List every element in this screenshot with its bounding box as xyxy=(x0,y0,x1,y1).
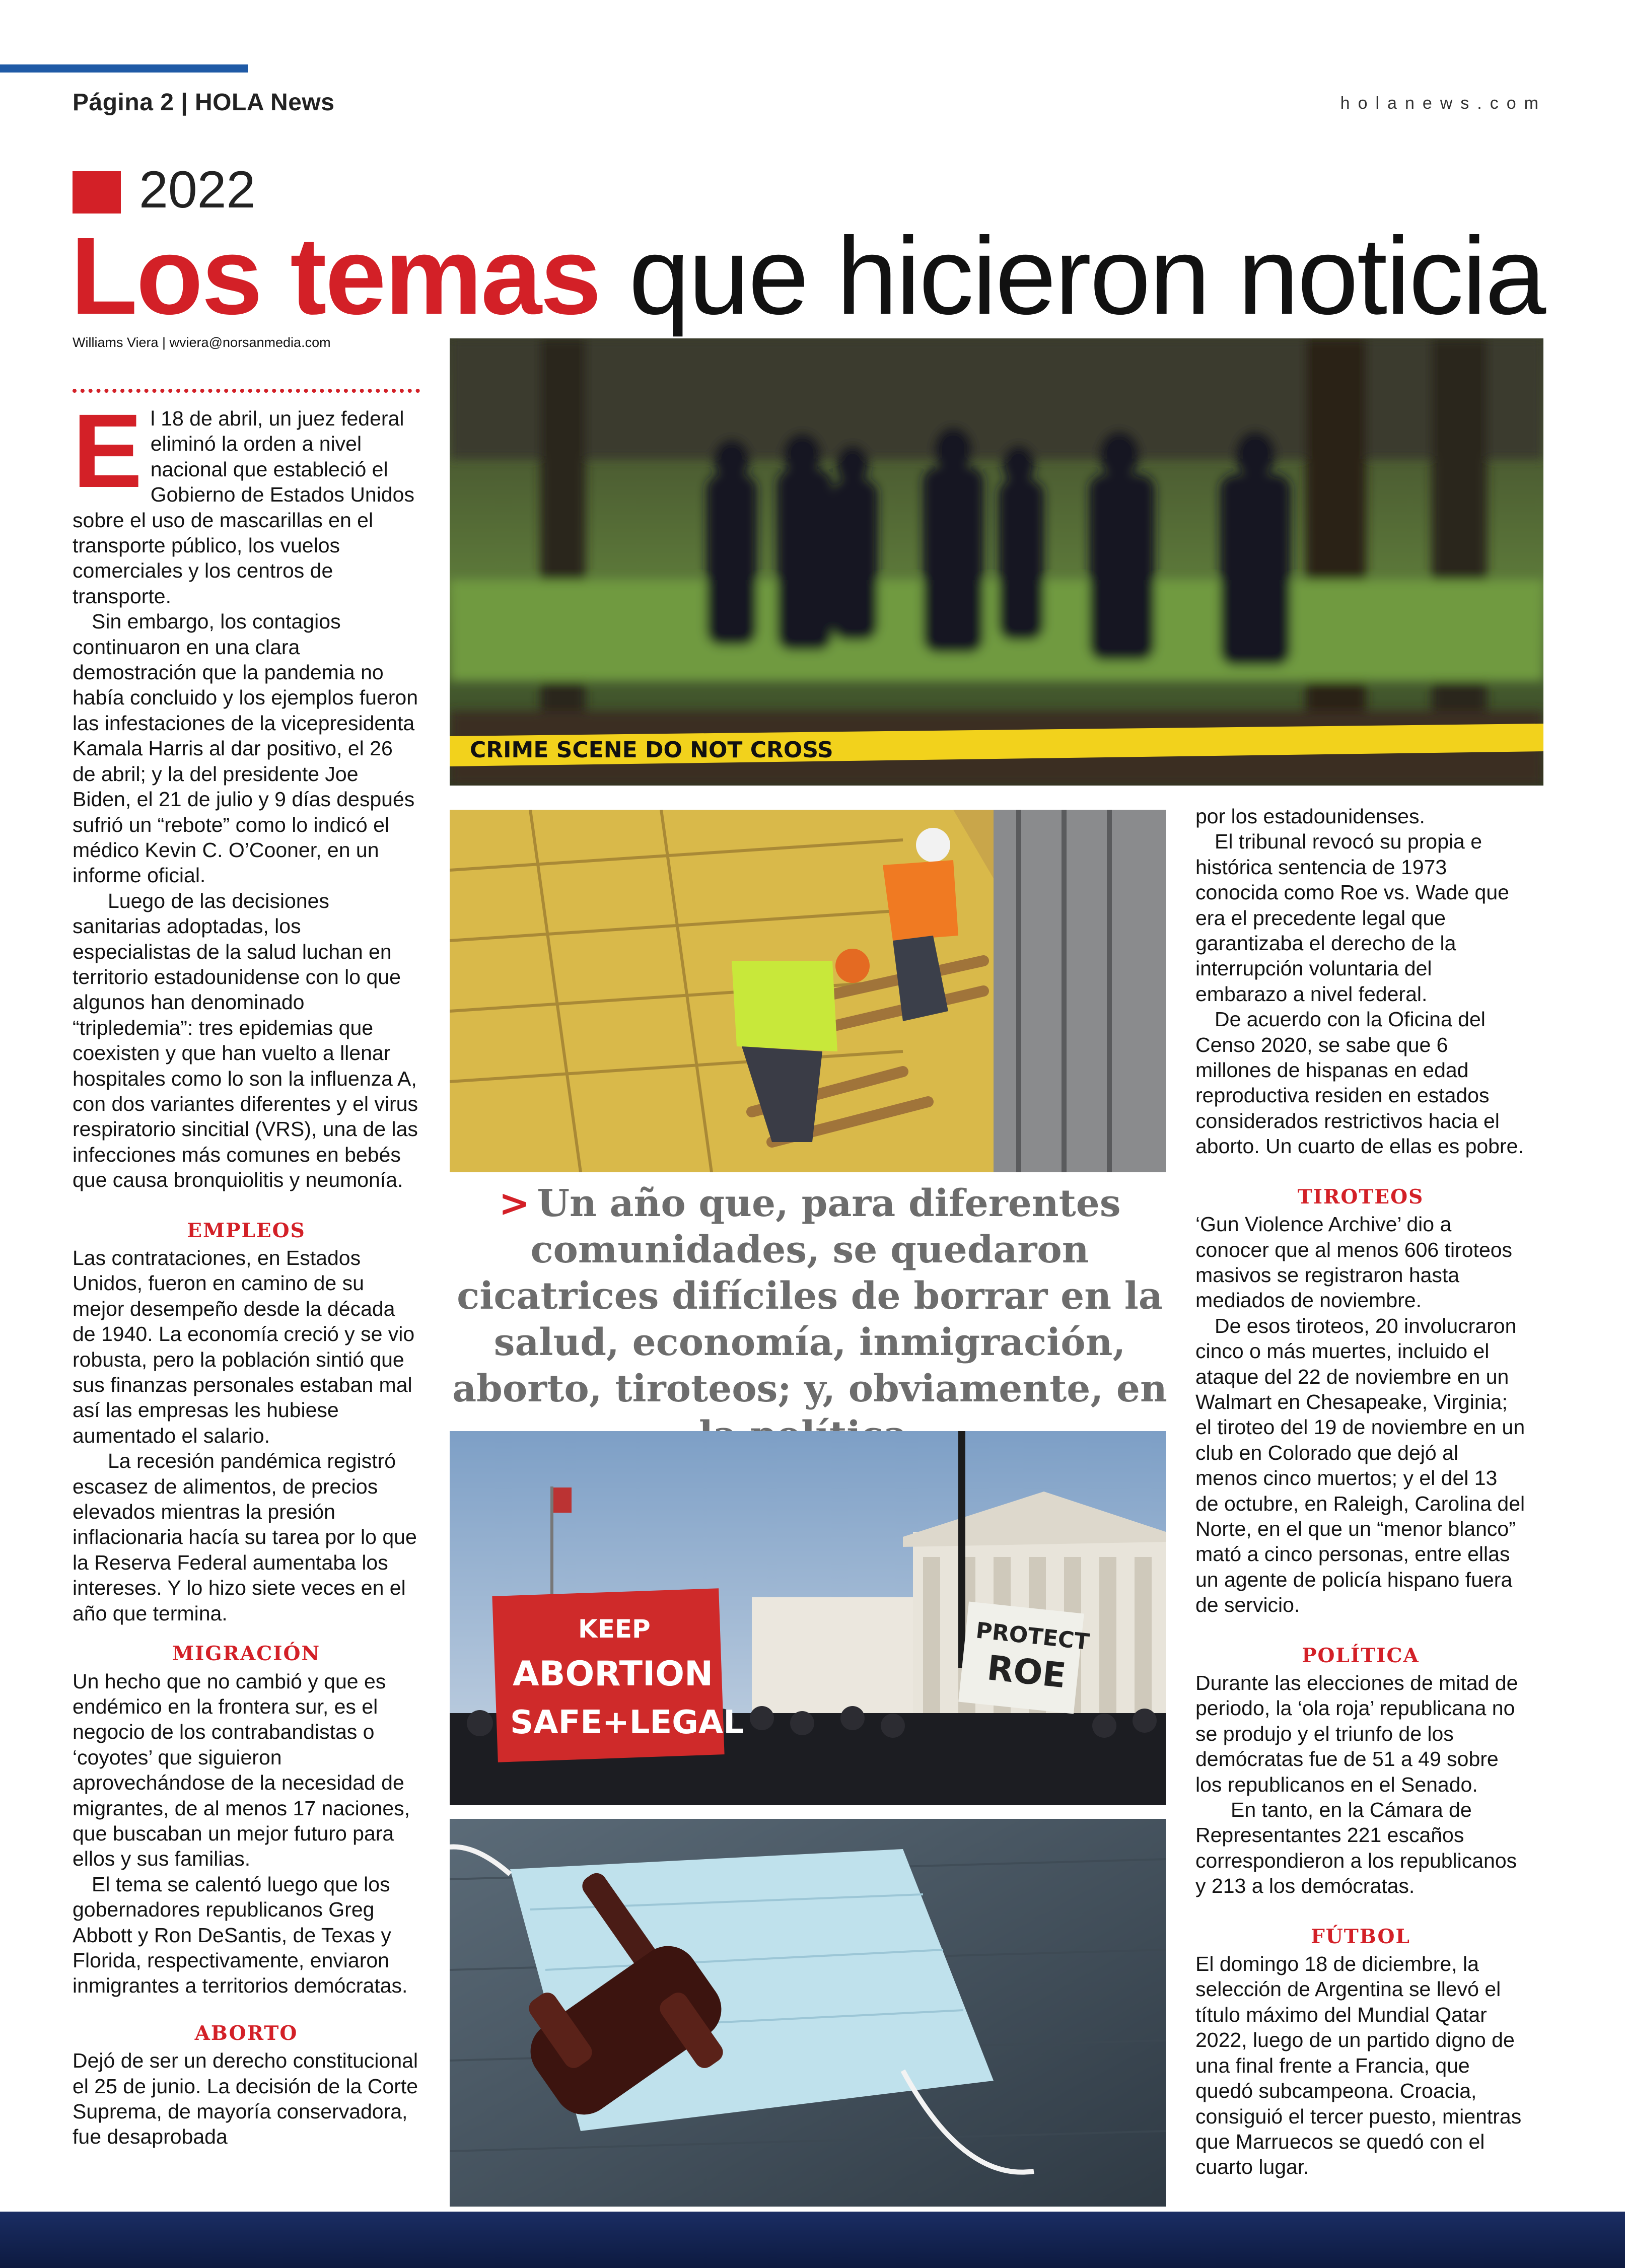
sign-safe-legal: SAFE+LEGAL xyxy=(510,1704,744,1741)
section-heading-tiroteos: TIROTEOS xyxy=(1297,1185,1424,1209)
dotted-divider xyxy=(73,389,420,393)
top-accent-rule xyxy=(0,64,248,73)
aborto-paragraph-1: Dejó de ser un derecho constitucional el 25 de junio. La decisión de la Corte Suprema, de mayoría conservadora, fue desaprobada xyxy=(73,2049,418,2149)
headline xyxy=(70,215,1545,337)
year-label: 2022 xyxy=(139,161,256,219)
tiroteos-paragraph-1: ‘Gun Violence Archive’ dio a conocer que al menos 606 tiroteos masivos se registraron hasta mediados de noviembre. xyxy=(1195,1213,1513,1312)
photo-gavel-and-mask xyxy=(450,1819,1166,2207)
migracion-paragraph-2: El tema se calentó luego que los gobernadores republicanos Greg Abbott y Ron DeSantis, de Texas y Florida, respectivamente, enviaron inmigrantes a territorios demócratas. xyxy=(73,1872,408,1998)
sign-protect: PROTECT xyxy=(974,1617,1091,1655)
headline-black: que hicieron noticia xyxy=(600,215,1545,337)
section-heading-futbol: FÚTBOL xyxy=(1311,1925,1410,1948)
pull-quote xyxy=(442,1180,1177,1458)
aborto-continued-2: El tribunal revocó su propia e histórica sentencia de 1973 conocida como Roe vs. Wade que era el precedente legal que garantizaba el derecho de la interrupción voluntaria del embarazo a nivel federal. xyxy=(1195,830,1509,1006)
drop-cap: E xyxy=(73,393,143,510)
crime-tape-text: CRIME SCENE DO NOT CROSS xyxy=(470,737,833,763)
futbol-paragraph-1: El domingo 18 de diciembre, la selección de Argentina se llevó el título máximo del Mundial Qatar 2022, luego de un partido digno de una final frente a Francia, que quedó subcampeona. Croacia, consiguió el tercer puesto, mientras que Marruecos se quedó con el cuarto lugar. xyxy=(1195,1952,1522,2179)
sign-abortion: ABORTION xyxy=(513,1654,713,1694)
site-url[interactable]: holanews.com xyxy=(1340,94,1546,113)
tiroteos-paragraph-2: De esos tiroteos, 20 involucraron cinco o más muertes, incluido el ataque del 22 de noviembre en un Walmart en Chesapeake, Virginia; el tiroteo del 19 de noviembre en un club en Colorado que dejó al menos cinco muertos; y el del 13 de octubre, en Raleigh, Carolina del Norte, en el que un “menor blanco” mató a cinco personas, entre ellas un agente de policía hispano fuera de servicio. xyxy=(1195,1314,1525,1617)
year-marker-square xyxy=(73,171,121,214)
intro-paragraph-1: El 18 de abril, un juez federal eliminó la orden a nivel nacional que estableció el Gobierno de Estados Unidos sobre el uso de mascarillas en el transporte público, los vuelos comerciales y los centros de transporte. xyxy=(73,393,414,608)
sign-keep: KEEP xyxy=(578,1614,651,1644)
photo-crime-scene xyxy=(450,338,1543,786)
article-column-right xyxy=(1195,804,1526,2180)
pull-quote-marker: > xyxy=(499,1182,530,1225)
pull-quote-text: Un año que, para diferentes comunidades, se quedaron cicatrices difíciles de borrar en la salud, economía, inmigración, aborto, tiroteos; y, obviamente, en xyxy=(452,1182,1167,1410)
empleos-paragraph-2: La recesión pandémica registró escasez de alimentos, de precios elevados mientras la presión inflacionaria hacía su tarea por lo que la Reserva Federal aumentaba los intereses. Y lo hizo siete veces en el año que termina. xyxy=(73,1449,417,1625)
migracion-paragraph-1: Un hecho que no cambió y que es endémico en la frontera sur, es el negocio de los contrabandistas o ‘coyotes’ que siguieron aprovechándose de la necesidad de migrantes, de al menos 17 naciones, que buscaban un mejor futuro para ellos y sus familias. xyxy=(73,1669,410,1871)
aborto-continued-3: De acuerdo con la Oficina del Censo 2020, se sabe que 6 millones de hispanas en edad reproductiva residen en estados considerados restrictivos hacia el aborto. Un cuarto de ellas es pobre. xyxy=(1195,1008,1524,1158)
photo-abortion-protest xyxy=(450,1431,1166,1805)
sign-roe: ROE xyxy=(985,1648,1068,1696)
empleos-paragraph-1: Las contrataciones, en Estados Unidos, fueron en camino de su mejor desempeño desde la década de 1940. La economía creció y se vio robusta, pero la población sintió que sus finanzas personales estaban mal así las empresas les hubiese aumentado el salario. xyxy=(73,1246,415,1447)
page-label: Página 2 | HOLA News xyxy=(73,89,335,116)
headline-red: Los temas xyxy=(70,215,600,337)
footer-band xyxy=(0,2212,1625,2268)
politica-paragraph-2: En tanto, en la Cámara de Representantes 221 escaños correspondieron a los republicanos y 213 a los demócratas. xyxy=(1195,1798,1517,1898)
intro-paragraph-3: Luego de las decisiones sanitarias adoptadas, los especialistas de la salud luchan en territorio estadounidense con lo que algunos han denominado “tripledemia”: tres epidemias que coexisten y que han vuelto a llenar hospitales como lo son la influenza A, con dos variantes diferentes y el virus respiratorio sincitial (VRS), una de las infecciones más comunes en bebés que causa bronquiolitis y neumonía. xyxy=(73,889,418,1192)
intro-paragraph-2: Sin embargo, los contagios continuaron en una clara demostración que la pandemia no había concluido y los ejemplos fueron las infestaciones de la vicepresidenta Kamala Harris al dar positivo, el 26 de abril; y la del presidente Joe Biden, el 21 de julio y 9 días después sufrió un “rebote” como lo indicó el médico Kevin C. O’Cooner, en un informe oficial. xyxy=(73,610,418,887)
section-heading-migracion: MIGRACIÓN xyxy=(172,1642,321,1666)
article-column-left xyxy=(73,393,420,2150)
politica-paragraph-1: Durante las elecciones de mitad de periodo, la ‘ola roja’ republicana no se produjo y el triunfo de los demócratas fue de 51 a 49 sobre los republicanos en el Senado. xyxy=(1195,1671,1518,1796)
section-heading-empleos: EMPLEOS xyxy=(187,1219,306,1242)
section-heading-politica: POLÍTICA xyxy=(1302,1644,1420,1667)
section-heading-aborto: ABORTO xyxy=(194,2021,298,2045)
aborto-continued-1: por los estadounidenses. xyxy=(1195,805,1425,828)
photo-construction-workers xyxy=(450,810,1166,1172)
byline: Williams Viera | wviera@norsanmedia.com xyxy=(73,335,331,350)
